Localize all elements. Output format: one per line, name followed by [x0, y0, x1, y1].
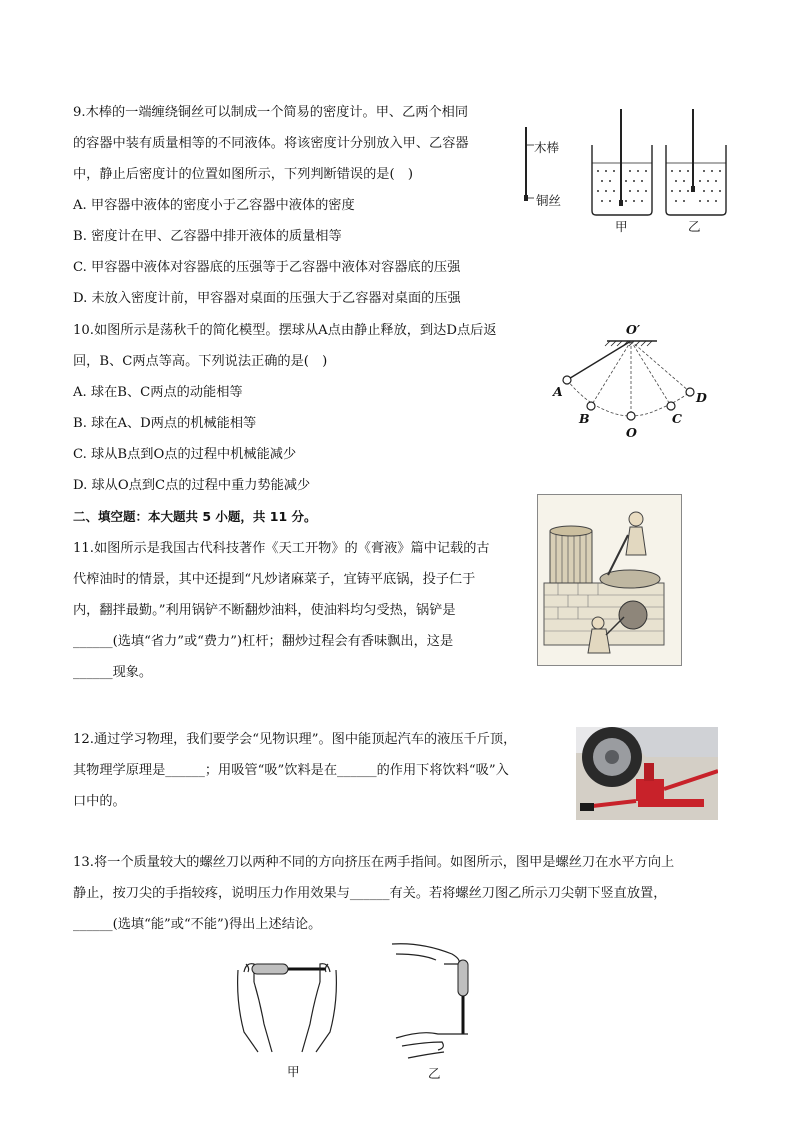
label-point-o: O — [626, 425, 637, 440]
q9-line: 9.木棒的一端缠绕铜丝可以制成一个简易的密度计。甲、乙两个相同 — [73, 105, 469, 120]
q10-pendulum-figure — [545, 322, 720, 442]
q13-line: 13.将一个质量较大的螺丝刀以两种不同的方向挤压在两手指间。如图所示，图甲是螺丝刀在水平方向上 — [73, 855, 675, 870]
label-point-b: B — [579, 411, 590, 426]
q9-line: 的容器中装有质量相等的不同液体。将该密度计分别放入甲、乙容器 — [73, 136, 469, 151]
q12-hydraulic-jack-photo — [576, 727, 718, 820]
q9-option-c: C. 甲容器中液体对容器底的压强等于乙容器中液体对容器底的压强 — [73, 260, 461, 275]
q9-line: 中，静止后密度计的位置如图所示，下列判断错误的是( ) — [73, 167, 413, 182]
label-wood-stick: 木棒 — [534, 140, 560, 155]
label-point-a: A — [553, 384, 563, 399]
q11-line: 内，翻拌最勤。”利用锅铲不断翻炒油料，使油料均匀受热，锅铲是 — [73, 603, 456, 618]
oil-frying-scene-image — [538, 495, 681, 665]
label-figure-yi: 乙 — [428, 1066, 441, 1081]
label-beaker-jia: 甲 — [615, 219, 628, 234]
q11-line: 代榨油时的情景，其中还提到“凡炒诸麻菜子，宜铸平底锅，投子仁于 — [73, 572, 476, 587]
q10-option-b: B. 球在A、D两点的机械能相等 — [73, 416, 257, 431]
label-beaker-yi: 乙 — [688, 219, 701, 234]
q13-screwdriver-figure — [232, 942, 492, 1082]
screwdriver-diagram — [232, 942, 492, 1082]
q11-ancient-oil-illustration — [537, 494, 682, 666]
section-heading-fill-blank: 二、填空题：本大题共 5 小题，共 11 分。 — [73, 509, 317, 524]
q12-line: 口中的。 — [73, 794, 126, 809]
q13-line: ______(选填“能”或“不能”)得出上述结论。 — [73, 917, 322, 932]
q10-option-a: A. 球在B、C两点的动能相等 — [73, 385, 243, 400]
label-point-d: D — [696, 390, 707, 405]
q9-hydrometer-figure — [518, 105, 734, 235]
q9-option-a: A. 甲容器中液体的密度小于乙容器中液体的密度 — [73, 198, 355, 213]
label-point-c: C — [672, 411, 682, 426]
q11-line: ______(选填“省力”或“费力”)杠杆；翻炒过程会有香味飘出，这是 — [73, 634, 454, 649]
label-figure-jia: 甲 — [287, 1064, 300, 1079]
q11-line: 11.如图所示是我国古代科技著作《天工开物》的《膏液》篇中记载的古 — [73, 541, 490, 556]
car-jack-image — [576, 727, 718, 820]
q9-option-b: B. 密度计在甲、乙容器中排开液体的质量相等 — [73, 229, 342, 244]
q12-line: 其物理学原理是______；用吸管“吸”饮料是在______的作用下将饮料“吸”入 — [73, 763, 509, 778]
q13-line: 静止，按刀尖的手指较疼，说明压力作用效果与______有关。若将螺丝刀图乙所示刀尖朝下竖直放置， — [73, 886, 667, 901]
label-pivot-o-prime: O′ — [626, 322, 641, 337]
q10-option-c: C. 球从B点到O点的过程中机械能减少 — [73, 447, 297, 462]
q12-line: 12.通过学习物理，我们要学会“见物识理”。图中能顶起汽车的液压千斤顶， — [73, 732, 517, 747]
label-copper-wire: 铜丝 — [536, 193, 562, 208]
q9-option-d: D. 未放入密度计前，甲容器对桌面的压强大于乙容器对桌面的压强 — [73, 291, 461, 306]
hydrometer-diagram — [518, 105, 734, 235]
q10-option-d: D. 球从O点到C点的过程中重力势能减少 — [73, 478, 311, 493]
pendulum-diagram — [545, 322, 720, 442]
q10-line: 回，B、C两点等高。下列说法正确的是( ) — [73, 354, 328, 369]
q11-line: ______现象。 — [73, 665, 153, 680]
q10-line: 10.如图所示是荡秋千的简化模型。摆球从A点由静止释放，到达D点后返 — [73, 323, 497, 338]
